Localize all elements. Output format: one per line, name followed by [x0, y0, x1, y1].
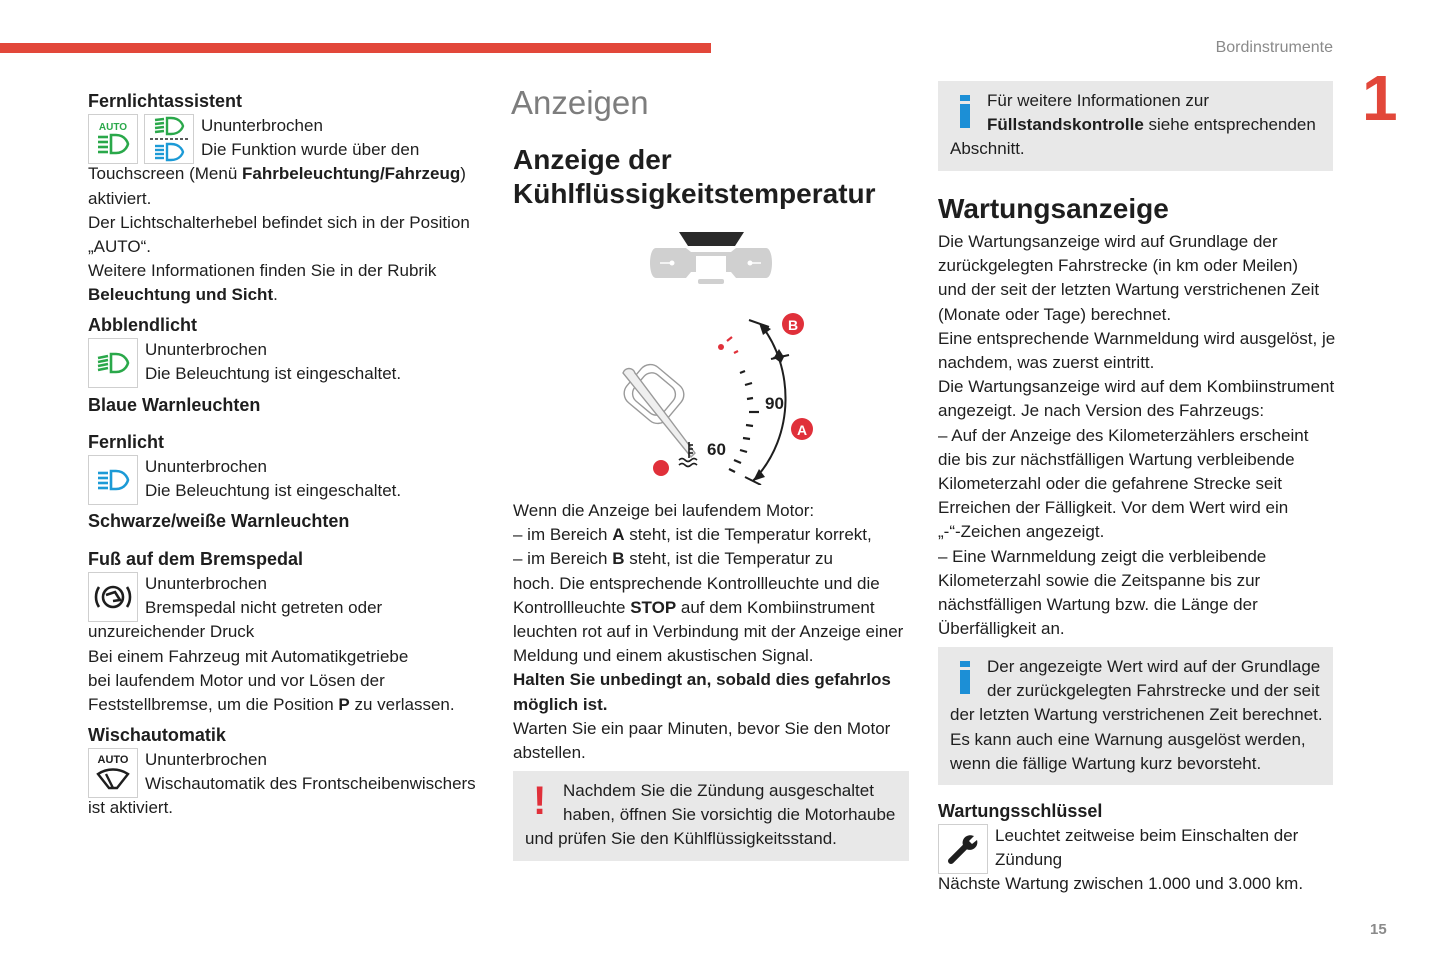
- text-line: Kilometerzahl oder die gefahrene Strecke seit: [938, 474, 1282, 494]
- text-line: aktiviert.: [88, 188, 152, 208]
- text-line: angezeigt. Je nach Version des Fahrzeugs:: [938, 401, 1265, 421]
- text-line: haben, öffnen Sie vorsichtig die Motorhaube: [563, 805, 896, 825]
- page-number: 15: [1370, 921, 1387, 938]
- text-line: Feststellbremse, um die Position P zu verlassen.: [88, 695, 455, 715]
- text-line: Ununterbrochen: [145, 574, 267, 593]
- text-line: der letzten Wartung verstrichenen Zeit berechnet.: [950, 705, 1323, 725]
- text-line: Nachdem Sie die Zündung ausgeschaltet: [563, 781, 874, 800]
- wrench-icon: [938, 824, 988, 874]
- text-line: Erreichen der Fälligkeit. Vor dem Wert wird ein: [938, 498, 1289, 518]
- text-line: nächstfälligen Wartung bzw. die Länge der: [938, 595, 1258, 615]
- text-line: Der angezeigte Wert wird auf der Grundlage: [987, 657, 1321, 676]
- text-line: abstellen.: [513, 743, 586, 763]
- wartung-body-text: [938, 230, 1338, 641]
- text-line: – im Bereich B steht, ist die Temperatur zu: [513, 549, 833, 569]
- text-line: ist aktiviert.: [88, 798, 174, 818]
- text-line: Wenn die Anzeige bei laufendem Motor:: [513, 501, 815, 520]
- section-title: Fernlicht: [88, 432, 165, 452]
- text-line: Eine entsprechende Warnmeldung wird ausgelöst, je: [938, 328, 1336, 348]
- text-line: Die Beleuchtung ist eingeschaltet.: [145, 481, 402, 501]
- text-line: Weitere Informationen finden Sie in der Rubrik: [88, 261, 437, 281]
- svg-text:60: 60: [707, 440, 726, 459]
- section-wischautomatik: [88, 723, 480, 821]
- auto-high-beam-icon: AUTO: [88, 114, 138, 164]
- svg-text:90: 90: [765, 394, 784, 413]
- info-note-fuellstand: [938, 81, 1333, 171]
- text-line: unzureichender Druck: [88, 622, 255, 642]
- section-title-anzeigen: Anzeigen: [511, 84, 649, 121]
- text-line: Die Wartungsanzeige wird auf dem Kombiinstrument: [938, 377, 1335, 397]
- text-line: – Eine Warnmeldung zeigt die verbleibende: [938, 546, 1267, 566]
- text-line: Bei einem Fahrzeug mit Automatikgetriebe: [88, 646, 409, 666]
- info-icon: [960, 95, 970, 129]
- coolant-body-text: [513, 499, 909, 765]
- text-line: „AUTO“.: [88, 237, 151, 257]
- text-line: Für weitere Informationen zur: [987, 91, 1210, 110]
- auto-wiper-icon: AUTO: [88, 748, 138, 798]
- text-line: – im Bereich A steht, ist die Temperatur korrekt,: [513, 525, 872, 545]
- text-line: der zurückgelegten Fahrstrecke und der seit: [987, 681, 1320, 701]
- text-line: wenn die fällige Wartung kurz bevorsteht.: [950, 753, 1262, 773]
- low-beam-icon: [88, 338, 138, 388]
- section-wartungsschluessel: [938, 799, 1338, 897]
- info-note-wartung: [938, 647, 1333, 785]
- instrument-cluster-icon: [646, 228, 776, 286]
- high-low-beam-icon: [144, 114, 194, 164]
- text-line: nachdem, was zuerst eintritt.: [938, 353, 1155, 373]
- section-title: Fernlichtassistent: [88, 91, 243, 111]
- text-line: „-“-Zeichen angezeigt.: [938, 522, 1105, 542]
- section-title: Wischautomatik: [88, 725, 226, 745]
- svg-text:A: A: [797, 422, 808, 438]
- text-line: zurückgelegten Fahrstrecke (in km oder Meilen): [938, 256, 1298, 276]
- text-line: und der seit der letzten Wartung verstrichenen Zeit: [938, 280, 1320, 300]
- svg-text:B: B: [788, 317, 799, 333]
- brake-pedal-icon: [88, 572, 138, 622]
- text-line: Kontrollleuchte STOP auf dem Kombiinstrument: [513, 597, 875, 617]
- text-line: Ununterbrochen: [145, 750, 267, 769]
- section-bremspedal: [88, 547, 480, 717]
- text-line: Halten Sie unbedingt an, sobald dies gefahrlos: [513, 670, 891, 690]
- text-line: Zündung: [995, 850, 1063, 870]
- text-line: die bis zur nächstfälligen Wartung verbleibende: [938, 449, 1295, 469]
- text-line: Nächste Wartung zwischen 1.000 und 3.000 km.: [938, 874, 1304, 894]
- section-fernlicht: [88, 430, 480, 503]
- section-abblendlicht: [88, 313, 480, 386]
- info-icon: [960, 661, 970, 695]
- text-line: Wischautomatik des Frontscheibenwischers: [145, 774, 476, 794]
- text-line: Warten Sie ein paar Minuten, bevor Sie den Motor: [513, 718, 891, 738]
- text-line: möglich ist.: [513, 694, 608, 714]
- text-line: Abschnitt.: [950, 139, 1025, 159]
- warning-note: [513, 771, 909, 861]
- text-line: Ununterbrochen: [145, 340, 267, 359]
- text-line: bei laufendem Motor und vor Lösen der: [88, 670, 385, 690]
- text-line: Bremspedal nicht getreten oder: [145, 598, 383, 618]
- text-line: Touchscreen (Menü Fahrbeleuchtung/Fahrzeug): [88, 164, 466, 184]
- text-line: hoch. Die entsprechende Kontrollleuchte und die: [513, 573, 880, 593]
- text-line: – Auf der Anzeige des Kilometerzählers erscheint: [938, 425, 1309, 445]
- warning-icon: !: [533, 779, 547, 823]
- chapter-number: 1: [1362, 62, 1398, 134]
- high-beam-icon: [88, 455, 138, 505]
- coolant-temperature-gauge: [613, 305, 823, 485]
- text-line: Kilometerzahl sowie die Zeitspanne bis zur: [938, 570, 1261, 590]
- text-line: Überfälligkeit an.: [938, 619, 1065, 639]
- text-line: Es kann auch eine Warnung ausgelöst werden,: [950, 729, 1306, 749]
- text-line: (Monate oder Tage) berechnet.: [938, 304, 1172, 324]
- section-title: Fuß auf dem Bremspedal: [88, 549, 304, 569]
- heading-wartungsanzeige: Wartungsanzeige: [938, 193, 1169, 224]
- text-line: leuchten rot auf in Verbindung mit der Anzeige einer: [513, 622, 904, 642]
- header-accent-bar: [0, 43, 711, 53]
- text-line: Beleuchtung und Sicht.: [88, 285, 278, 305]
- text-line: Leuchtet zeitweise beim Einschalten der: [995, 826, 1299, 845]
- section-title: Wartungsschlüssel: [938, 801, 1103, 821]
- text-line: Der Lichtschalterhebel befindet sich in der Position: [88, 212, 470, 232]
- text-line: Die Funktion wurde über den: [201, 140, 420, 160]
- text-line: Füllstandskontrolle siehe entsprechenden: [987, 115, 1316, 135]
- section-title-blaue-warnleuchten: Blaue Warnleuchten: [88, 395, 261, 415]
- section-title: Abblendlicht: [88, 315, 197, 335]
- text-line: und prüfen Sie den Kühlflüssigkeitsstand.: [525, 829, 837, 849]
- text-line: Die Wartungsanzeige wird auf Grundlage der: [938, 232, 1278, 251]
- text-line: Meldung und einem akustischen Signal.: [513, 646, 814, 666]
- text-line: Ununterbrochen: [145, 457, 267, 476]
- heading-coolant-temperature: Anzeige der Kühlflüssigkeitstemperatur: [513, 144, 876, 209]
- text-line: Die Beleuchtung ist eingeschaltet.: [145, 364, 402, 384]
- text-line: Ununterbrochen: [201, 116, 323, 135]
- running-head: Bordinstrumente: [1215, 39, 1333, 56]
- section-fernlichtassistent: [88, 89, 480, 308]
- section-title-schwarze-warnleuchten: Schwarze/weiße Warnleuchten: [88, 511, 350, 531]
